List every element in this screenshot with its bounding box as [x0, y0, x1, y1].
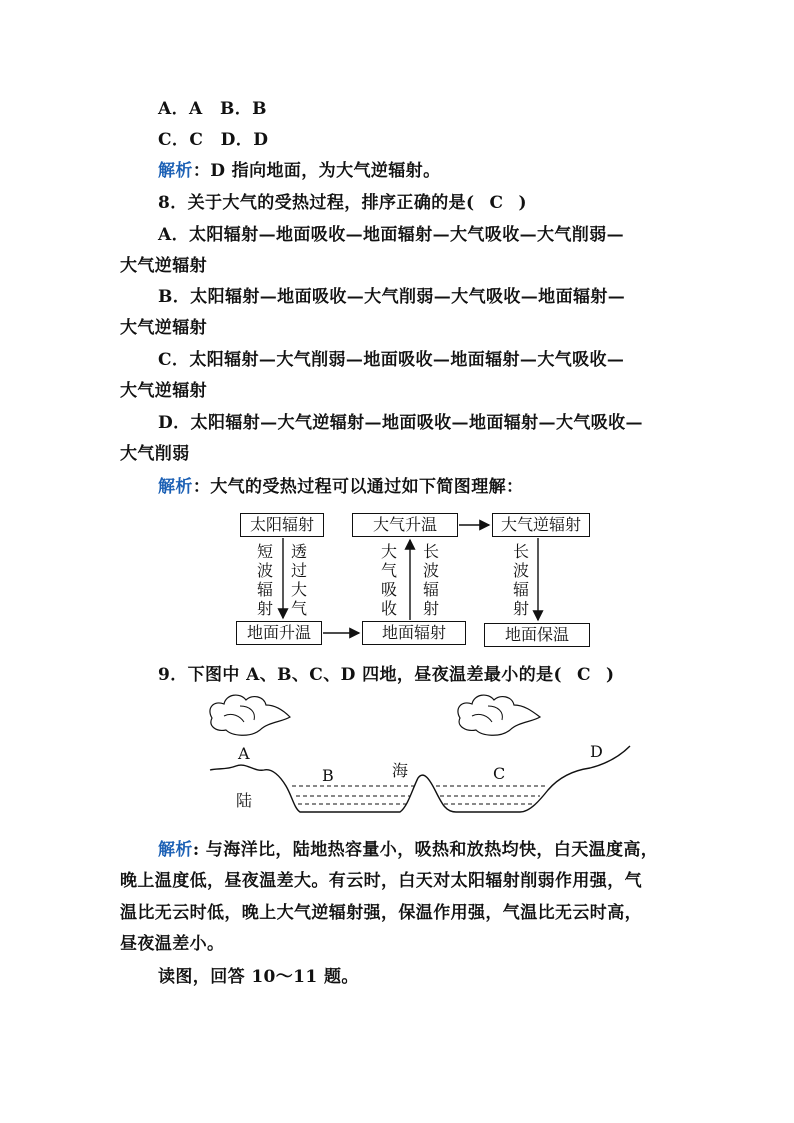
q9-answer: C	[576, 665, 591, 685]
q8-answer: C	[489, 193, 504, 213]
analysis-label: 解析	[158, 161, 193, 181]
q8-option-b-line2: 大气逆辐射	[120, 318, 207, 338]
map-label-d: D	[590, 742, 603, 761]
analysis-text: : 与海洋比，陆地热容量小，吸热和放热均快，白天温度高，	[192, 840, 659, 860]
analysis-text: ：大气的受热过程可以通过如下简图理解：	[192, 477, 524, 497]
next-question-prompt: 读图，回答 10～11 题。	[158, 967, 359, 987]
q9-stem-end: )	[605, 665, 615, 685]
box-ground-insulation: 地面保温	[484, 623, 590, 647]
q9-stem	[158, 664, 718, 686]
box-counter-radiation: 大气逆辐射	[492, 513, 590, 537]
q8-analysis	[158, 476, 718, 498]
q9-analysis-line3: 温比无云时低，晚上大气逆辐射强，保温作用强，气温比无云时高，	[120, 903, 642, 923]
q8-option-b-line1: B．太阳辐射—地面吸收—大气削弱—大气吸收—地面辐射—	[158, 287, 626, 307]
q8-option-c-line1: C．太阳辐射—大气削弱—地面吸收—地面辐射—大气吸收—	[158, 350, 625, 370]
q8-option-c-line2: 大气逆辐射	[120, 381, 207, 401]
analysis-text: ：D 指向地面，为大气逆辐射。	[192, 161, 441, 181]
q7-options-ab: A．A B．B	[158, 99, 267, 119]
label-longwave-radiation-2: 长波辐射	[512, 542, 529, 618]
cloud-icon	[458, 695, 540, 735]
map-label-land: 陆	[236, 791, 253, 810]
box-ground-warming: 地面升温	[236, 621, 322, 645]
label-longwave-radiation-1: 长波辐射	[422, 542, 439, 618]
q9-stem-text: 9．下图中 A、B、C、D 四地，昼夜温差最小的是(	[158, 665, 562, 685]
q9-analysis-line2: 晚上温度低，昼夜温差大。有云时，白天对太阳辐射削弱作用强，气	[120, 871, 642, 891]
q8-option-a-line1: A．太阳辐射—地面吸收—地面辐射—大气吸收—大气削弱—	[158, 225, 624, 245]
q7-analysis	[158, 160, 718, 182]
map-label-sea: 海	[392, 761, 409, 780]
q8-stem	[158, 192, 718, 214]
map-label-b: B	[322, 766, 334, 785]
analysis-label: 解析	[158, 840, 193, 860]
q8-option-d-line1: D．太阳辐射—大气逆辐射—地面吸收—地面辐射—大气吸收—	[158, 413, 643, 433]
box-ground-radiation: 地面辐射	[362, 621, 466, 645]
label-atmosphere-absorb: 大气吸收	[380, 542, 397, 618]
q8-stem-text: 8．关于大气的受热过程，排序正确的是(	[158, 193, 475, 213]
label-through-atmosphere: 透过大气	[290, 542, 307, 618]
map-label-a: A	[238, 744, 250, 763]
label-shortwave-radiation: 短波辐射	[256, 542, 273, 618]
map-label-c: C	[493, 764, 506, 783]
box-atmosphere-warming: 大气升温	[352, 513, 458, 537]
q7-options-cd: C．C D．D	[158, 130, 269, 150]
analysis-label: 解析	[158, 477, 193, 497]
q9-analysis-line1	[158, 839, 718, 861]
q8-option-d-line2: 大气削弱	[120, 444, 190, 464]
cloud-icon	[210, 695, 290, 735]
box-solar-radiation: 太阳辐射	[240, 513, 324, 537]
q9-analysis-line4: 昼夜温差小。	[120, 934, 225, 954]
q8-option-a-line2: 大气逆辐射	[120, 256, 207, 276]
terrain-outline	[210, 746, 630, 812]
q8-stem-end: )	[518, 193, 527, 213]
